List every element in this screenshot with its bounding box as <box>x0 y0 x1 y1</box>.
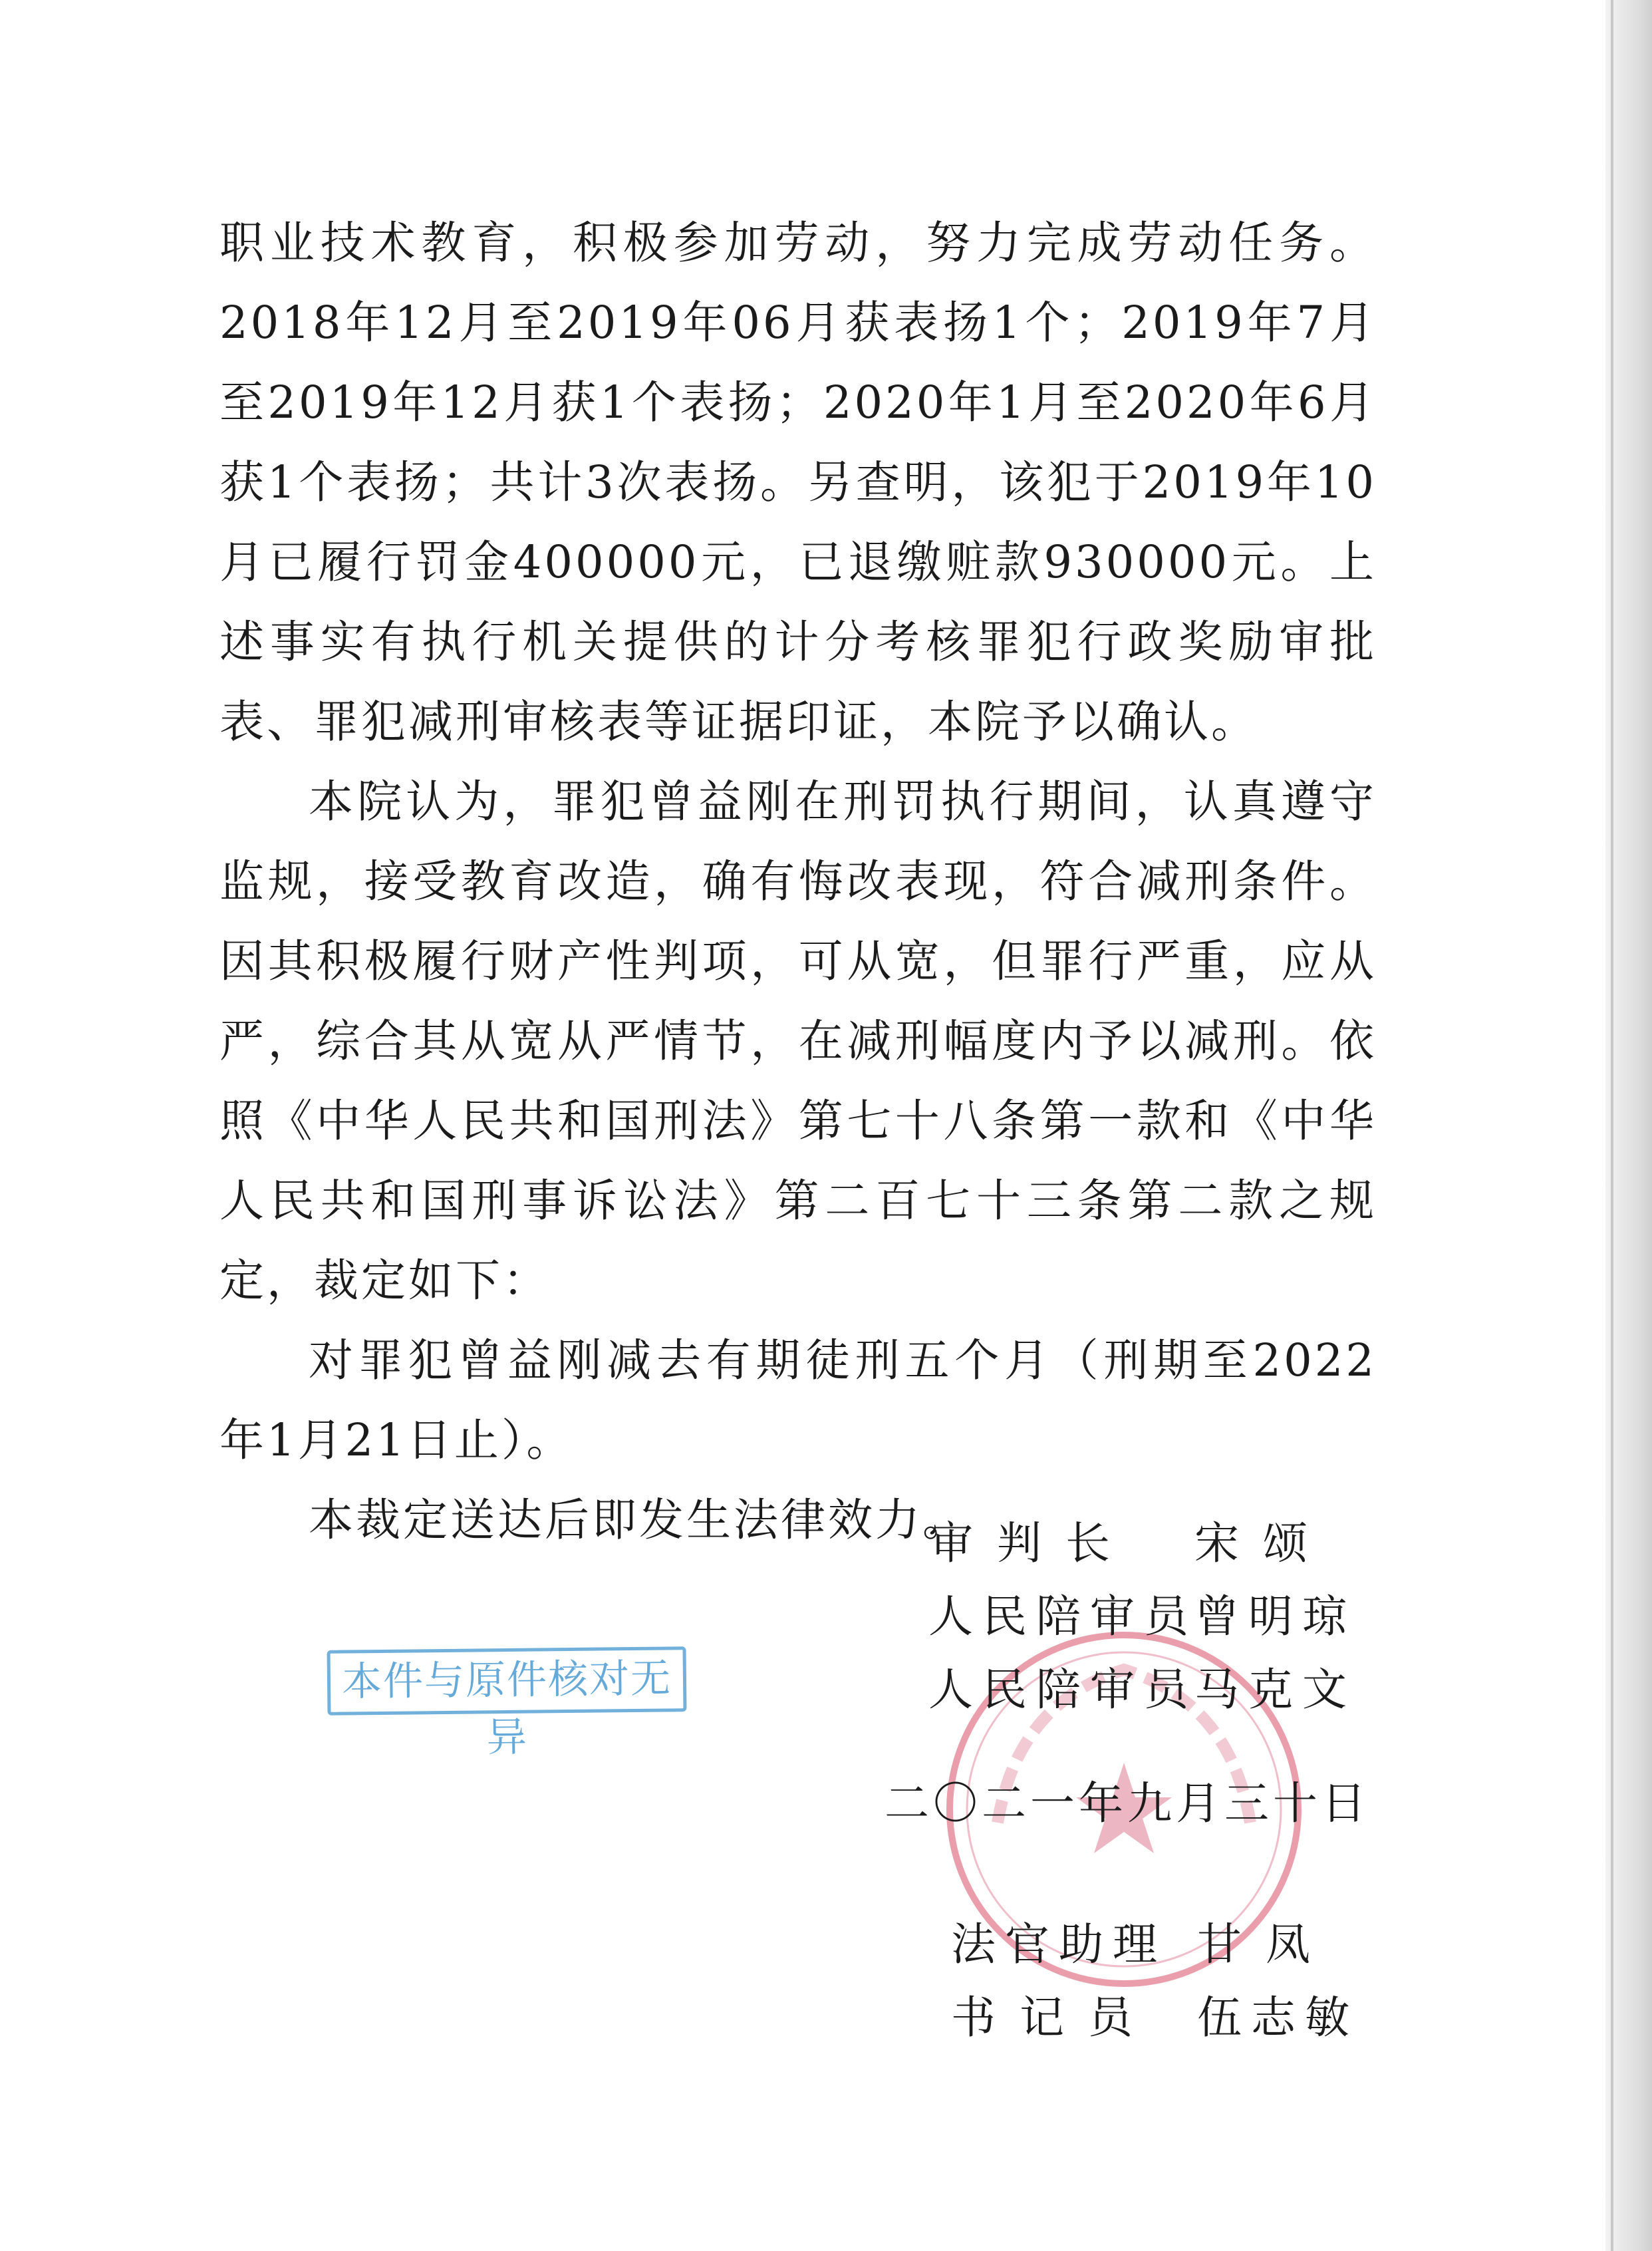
signature-name: 曾明琼 <box>1194 1590 1356 1642</box>
clerk-name: 甘凤 <box>1197 1918 1334 1970</box>
signature-row-juror-1 <box>928 1580 1356 1653</box>
clerk-role: 书记员 <box>951 1992 1157 2043</box>
clerk-name: 伍志敏 <box>1197 1992 1359 2043</box>
ruling-date: 二〇二一年九月三十日 <box>885 1777 1370 1829</box>
signature-name: 宋颂 <box>1194 1517 1331 1569</box>
paragraph-reasoning: 本院认为，罪犯曾益刚在刑罚执行期间，认真遵守监规，接受教育改造，确有悔改表现，符合减刑条件。因其积极履行财产性判项，可从宽，但罪行严重，应从严，综合其从宽从严情节，在减刑幅度内予以减刑。依照《中华人民共和国刑法》第七十八条第一款和《中华人民共和国刑事诉讼法》第二百七十三条第二款之规定，裁定如下： <box>219 776 1377 1306</box>
document-body <box>219 203 1377 1560</box>
paragraph-effect: 本裁定送达后即发生法律效力。 <box>309 1494 970 1546</box>
clerk-row-assistant <box>951 1908 1334 1981</box>
signature-role: 人民陪审员 <box>928 1664 1198 1716</box>
clerk-role: 法官助理 <box>951 1918 1167 1970</box>
paragraph-facts: 职业技术教育，积极参加劳动，努力完成劳动任务。2018年12月至2019年06月获表扬1个；2019年7月至2019年12月获1个表扬；2020年1月至2020年6月获1个表扬；共计3次表扬。另查明，该犯于2019年10月已履行罚金400000元，已退缴赃款930000元。上述事实有执行机关提供的计分考核罪犯行政奖励审批表、罪犯减刑审核表等证据印证，本院予以确认。 <box>219 217 1377 748</box>
paragraph-ruling: 对罪犯曾益刚减去有期徒刑五个月（刑期至2022年1月21日止）。 <box>219 1334 1377 1466</box>
certified-copy-stamp: 本件与原件核对无异 <box>327 1646 687 1716</box>
clerk-row-recorder <box>951 1981 1359 2054</box>
signature-row-juror-2 <box>928 1653 1356 1726</box>
signature-name: 马克文 <box>1194 1664 1356 1716</box>
signature-role: 人民陪审员 <box>928 1590 1198 1642</box>
signature-row-presiding-judge <box>928 1507 1331 1580</box>
signature-role: 审判长 <box>928 1517 1134 1569</box>
page-edge-line <box>1611 0 1613 2251</box>
